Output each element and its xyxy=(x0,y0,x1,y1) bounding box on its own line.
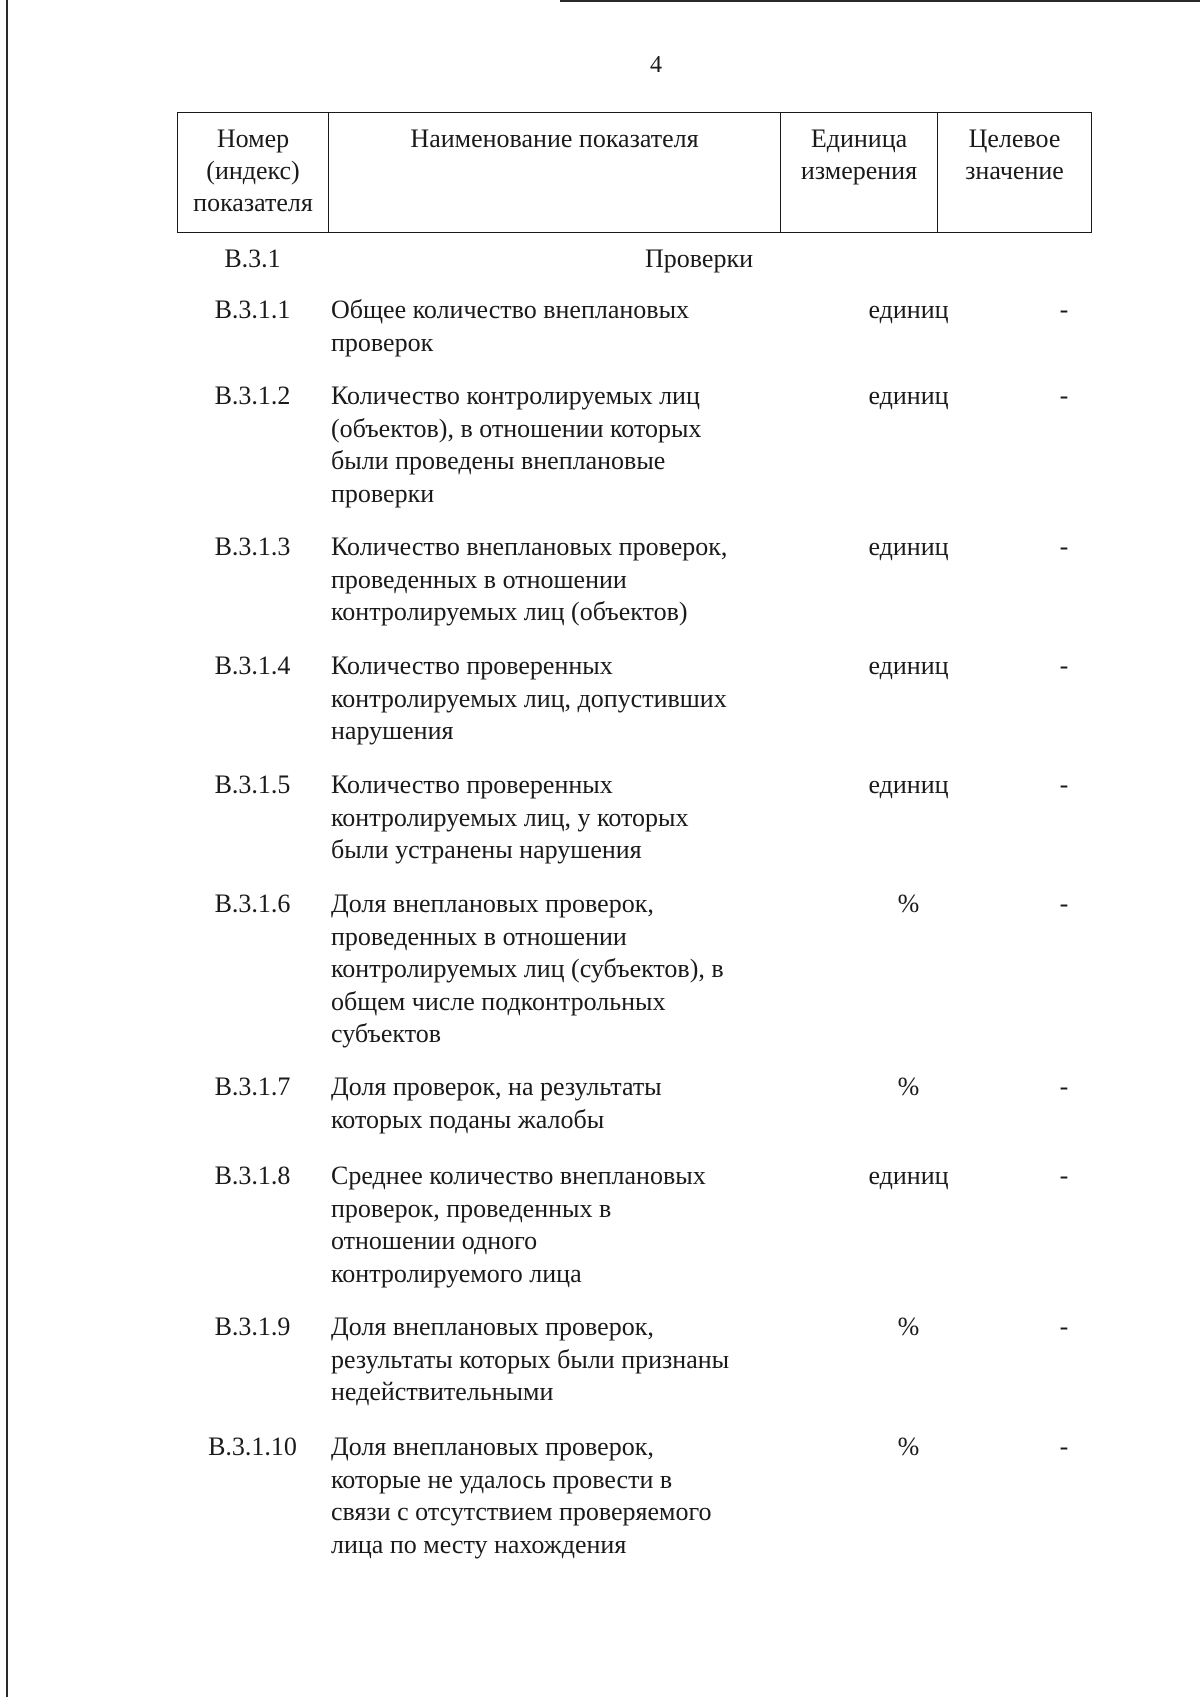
row-unit: % xyxy=(897,1432,920,1461)
row-name: Доля проверок, на результаты которых поданы жалобы xyxy=(331,1072,662,1134)
row-target: - xyxy=(1059,295,1069,324)
row-unit: % xyxy=(897,1072,920,1101)
row-code: В.3.1.10 xyxy=(208,1432,297,1461)
scan-edge-left xyxy=(6,0,8,1697)
row-code: В.3.1.2 xyxy=(214,381,291,410)
header-row xyxy=(178,113,1092,233)
row-target: - xyxy=(1059,381,1069,410)
row-code: В.3.1.6 xyxy=(214,889,291,918)
row-name: Доля внеплановых проверок, которые не удалось провести в связи с отсутствием проверяемого лица по месту нахождения xyxy=(331,1432,712,1559)
row-code: В.3.1.3 xyxy=(214,532,291,561)
indicator-table-header xyxy=(177,112,1092,233)
row-unit: единиц xyxy=(868,770,949,799)
row-target: - xyxy=(1059,770,1069,799)
section-row xyxy=(177,244,1091,280)
row-name: Доля внеплановых проверок, результаты которых были признаны недействительными xyxy=(331,1312,730,1406)
header-name: Наименование показателя xyxy=(329,113,781,233)
row-name: Количество проверенных контролируемых лиц, у которых были устранены нарушения xyxy=(331,770,689,864)
row-unit: единиц xyxy=(868,651,949,680)
row-target: - xyxy=(1059,532,1069,561)
row-unit: единиц xyxy=(868,532,949,561)
row-target: - xyxy=(1059,1432,1069,1461)
row-name: Среднее количество внеплановых проверок, проведенных в отношении одного контролируемого лица xyxy=(331,1161,706,1288)
row-target: - xyxy=(1059,1072,1069,1101)
page-number: 4 xyxy=(650,52,662,78)
row-unit: % xyxy=(897,1312,920,1341)
row-name: Общее количество внеплановых проверок xyxy=(331,295,690,357)
row-target: - xyxy=(1059,1312,1069,1341)
row-code: В.3.1.1 xyxy=(214,295,291,324)
section-code: В.3.1 xyxy=(224,244,281,273)
row-code: В.3.1.9 xyxy=(214,1312,291,1341)
row-unit: единиц xyxy=(868,1161,949,1190)
row-target: - xyxy=(1059,651,1069,680)
row-unit: единиц xyxy=(868,295,949,324)
row-name: Количество проверенных контролируемых лиц, допустивших нарушения xyxy=(331,651,727,745)
row-unit: единиц xyxy=(868,381,949,410)
row-code: В.3.1.7 xyxy=(214,1072,291,1101)
row-unit: % xyxy=(897,889,920,918)
row-name: Доля внеплановых проверок, проведенных в отношении контролируемых лиц (субъектов), в общем числе подконтрольных субъектов xyxy=(331,889,724,1048)
row-name: Количество внеплановых проверок, проведенных в отношении контролируемых лиц (объектов) xyxy=(331,532,728,626)
header-index: Номер (индекс) показателя xyxy=(178,113,329,233)
header-target: Целевое значение xyxy=(938,113,1092,233)
row-name: Количество контролируемых лиц (объектов), в отношении которых были проведены внеплановые проверки xyxy=(331,381,702,508)
row-code: В.3.1.8 xyxy=(214,1161,291,1190)
row-target: - xyxy=(1059,889,1069,918)
row-code: В.3.1.4 xyxy=(214,651,291,680)
scan-edge-top xyxy=(560,0,1200,2)
row-target: - xyxy=(1059,1161,1069,1190)
section-title: Проверки xyxy=(645,244,753,273)
header-unit: Единица измерения xyxy=(781,113,938,233)
row-code: В.3.1.5 xyxy=(214,770,291,799)
